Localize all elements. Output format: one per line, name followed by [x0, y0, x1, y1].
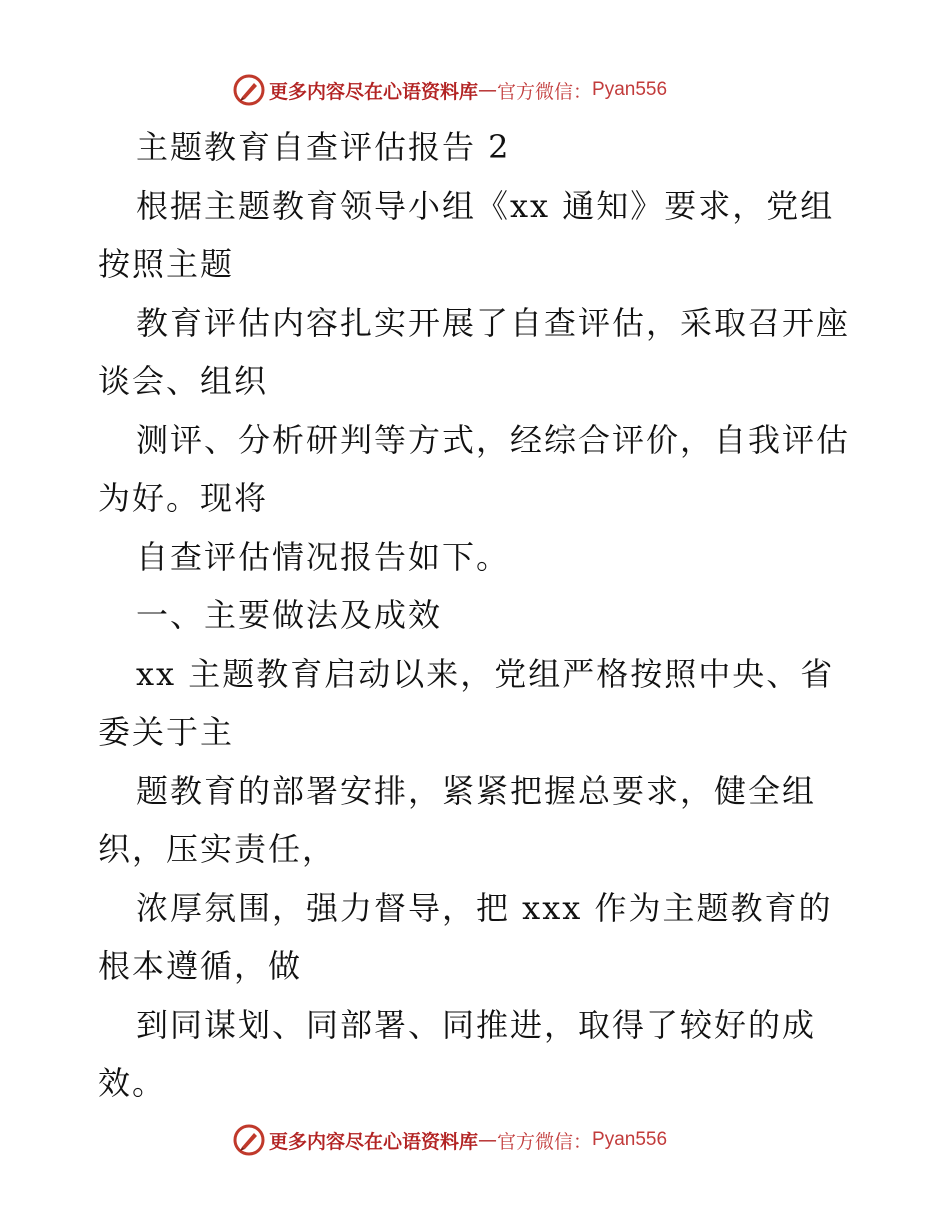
text-line: 测评、分析研判等方式，经综合评价，自我评估 [136, 420, 851, 459]
text-line: 根据主题教育领导小组《xx 通知》要求，党组 [136, 186, 835, 225]
banner-wechat-label: 官方微信： [497, 80, 593, 103]
text-line: 教育评估内容扎实开展了自查评估，采取召开座 [136, 303, 851, 342]
text-line: 效。 [98, 1064, 167, 1102]
text-line: 根本遵循，做 [98, 947, 303, 985]
text-line: 谈会、组织 [98, 362, 269, 400]
banner-wechat-id: Pyan556 [592, 79, 668, 100]
text-line: 为好。现将 [98, 479, 269, 517]
text-line: 织，压实责任， [98, 830, 337, 868]
pen-logo-icon [233, 1124, 265, 1156]
text-line: xx 主题教育启动以来，党组严格按照中央、省 [136, 654, 835, 693]
banner-wechat-label: 官方微信： [497, 1130, 593, 1153]
banner-dash: — [478, 79, 498, 101]
banner-wechat-id: Pyan556 [592, 1129, 668, 1150]
banner-main-text: 更多内容尽在心语资料库 [269, 1130, 479, 1153]
banner-dash: — [478, 1129, 498, 1151]
pen-logo-icon [233, 74, 265, 106]
text-line: 浓厚氛围，强力督导，把 xxx 作为主题教育的 [136, 888, 833, 927]
document-body [98, 118, 878, 1113]
text-line: 委关于主 [98, 713, 235, 751]
watermark-banner-top [233, 72, 733, 108]
watermark-banner-bottom [233, 1122, 733, 1158]
text-line: 按照主题 [98, 245, 235, 283]
text-line: 题教育的部署安排，紧紧把握总要求，健全组 [136, 771, 817, 810]
section-heading: 一、主要做法及成效 [136, 596, 443, 634]
text-line: 自查评估情况报告如下。 [136, 537, 511, 576]
banner-main-text: 更多内容尽在心语资料库 [269, 80, 479, 103]
document-title: 主题教育自查评估报告 2 [136, 128, 511, 166]
text-line: 到同谋划、同部署、同推进，取得了较好的成 [136, 1005, 817, 1044]
